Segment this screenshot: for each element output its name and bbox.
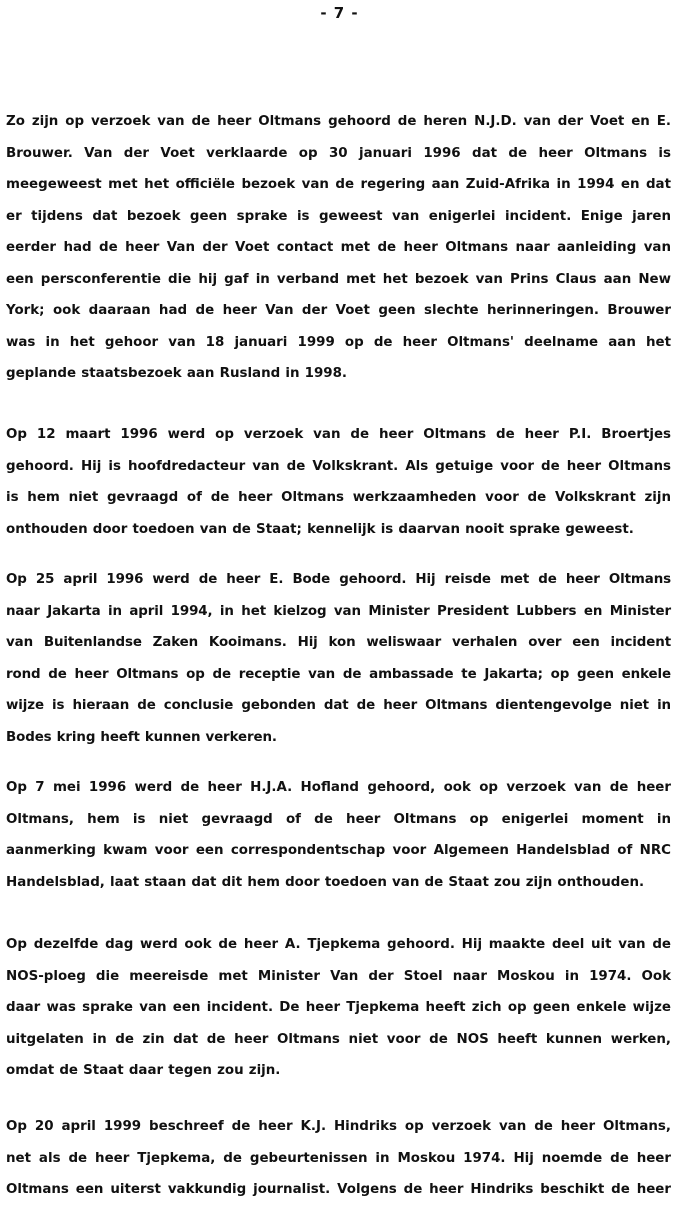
- text-line: Zo zijn op verzoek van de heer Oltmans gehoord de heren N.J.D. van der Voet en E.: [6, 114, 671, 129]
- text-line: geplande staatsbezoek aan Rusland in 1998.: [6, 366, 347, 381]
- text-line: Op 12 maart 1996 werd op verzoek van de heer Oltmans de heer P.I. Broertjes: [6, 427, 671, 442]
- text-line: Oltmans, hem is niet gevraagd of de heer Oltmans op enigerlei moment in: [6, 811, 671, 827]
- paragraph-hindriks: [6, 1111, 671, 1206]
- paragraph-broertjes: [6, 419, 671, 545]
- text-line: York; ook daaraan had de heer Van der Voet geen slechte herinneringen. Brouwer: [6, 303, 671, 318]
- text-line: omdat de Staat daar tegen zou zijn.: [6, 1063, 281, 1078]
- text-line: Op dezelfde dag werd ook de heer A. Tjepkema gehoord. Hij maakte deel uit van de: [6, 937, 671, 952]
- text-line: aanmerking kwam voor een correspondentschap voor Algemeen Handelsblad of NRC: [6, 843, 671, 858]
- page-number: - 7 -: [320, 4, 359, 22]
- text-line: er tijdens dat bezoek geen sprake is geweest van enigerlei incident. Enige jaren: [6, 208, 671, 224]
- text-line: NOS-ploeg die meereisde met Minister Van der Stoel naar Moskou in 1974. Ook: [6, 968, 671, 984]
- text-line: Op 20 april 1999 beschreef de heer K.J. Hindriks op verzoek van de heer Oltmans,: [6, 1119, 671, 1134]
- text-line: Op 25 april 1996 werd de heer E. Bode gehoord. Hij reisde met de heer Oltmans: [6, 572, 671, 587]
- paragraph-voet-brouwer: [6, 106, 671, 390]
- text-line: is hem niet gevraagd of de heer Oltmans werkzaamheden voor de Volkskrant zijn: [6, 490, 671, 505]
- text-line: meegeweest met het officiële bezoek van de regering aan Zuid-Afrika in 1994 en dat: [6, 177, 671, 192]
- text-line: een persconferentie die hij gaf in verband met het bezoek van Prins Claus aan New: [6, 271, 671, 287]
- text-line: onthouden door toedoen van de Staat; kennelijk is daarvan nooit sprake geweest.: [6, 521, 634, 537]
- paragraph-tjepkema: [6, 929, 671, 1087]
- text-line: naar Jakarta in april 1994, in het kielzog van Minister President Lubbers en Minister: [6, 603, 671, 619]
- text-line: Handelsblad, laat staan dat dit hem door toedoen van de Staat zou zijn onthouden.: [6, 874, 645, 890]
- text-line: Bodes kring heeft kunnen verkeren.: [6, 729, 277, 745]
- text-line: daar was sprake van een incident. De heer Tjepkema heeft zich op geen enkele wijze: [6, 1000, 671, 1015]
- text-line: was in het gehoor van 18 januari 1999 op de heer Oltmans' deelname aan het: [6, 334, 671, 350]
- text-line: wijze is hieraan de conclusie gebonden dat de heer Oltmans dientengevolge niet in: [6, 698, 671, 713]
- text-line: Oltmans een uiterst vakkundig journalist. Volgens de heer Hindriks beschikt de heer: [6, 1182, 671, 1197]
- text-line: van Buitenlandse Zaken Kooimans. Hij kon weliswaar verhalen over een incident: [6, 635, 671, 650]
- text-line: uitgelaten in de zin dat de heer Oltmans niet voor de NOS heeft kunnen werken,: [6, 1031, 671, 1047]
- text-line: rond de heer Oltmans op de receptie van de ambassade te Jakarta; op geen enkele: [6, 666, 671, 682]
- text-line: Op 7 mei 1996 werd de heer H.J.A. Hofland gehoord, ook op verzoek van de heer: [6, 780, 671, 795]
- paragraph-bode: [6, 564, 671, 753]
- paragraph-hofland: [6, 772, 671, 898]
- text-line: Brouwer. Van der Voet verklaarde op 30 januari 1996 dat de heer Oltmans is: [6, 145, 671, 161]
- text-line: gehoord. Hij is hoofdredacteur van de Volkskrant. Als getuige voor de heer Oltmans: [6, 458, 671, 474]
- text-line: eerder had de heer Van der Voet contact met de heer Oltmans naar aanleiding van: [6, 240, 671, 255]
- text-line: net als de heer Tjepkema, de gebeurtenissen in Moskou 1974. Hij noemde de heer: [6, 1150, 671, 1166]
